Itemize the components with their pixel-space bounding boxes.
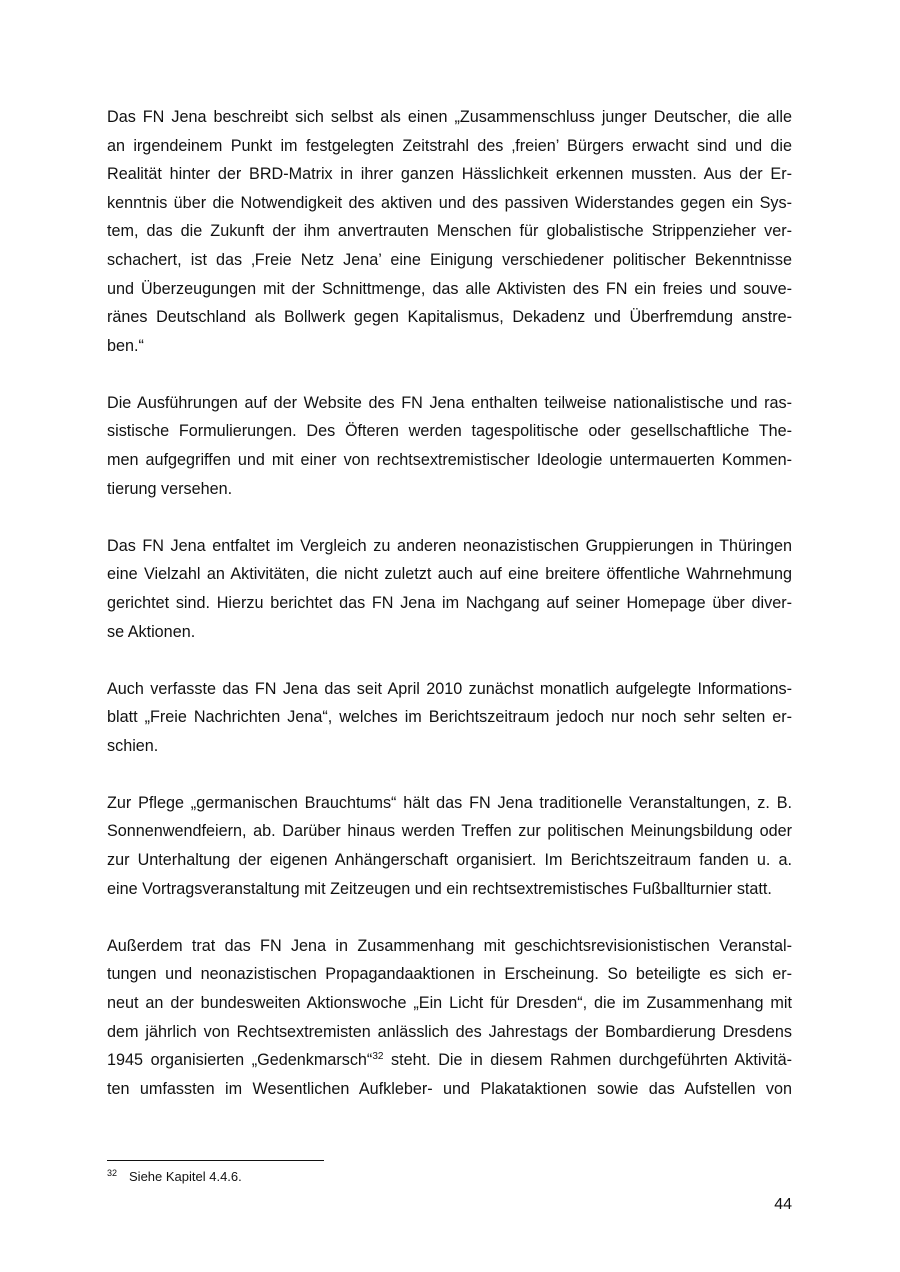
text-line: eine Vielzahl an Aktivitäten, die nicht zuletzt auch auf eine breitere öffentliche Wahrnehmung — [107, 565, 792, 584]
paragraph-6 — [107, 932, 792, 1104]
page-number: 44 — [774, 1196, 792, 1213]
paragraph-3 — [107, 532, 792, 646]
text-line: ten umfassten im Wesentlichen Aufkleber- und Plakataktionen sowie das Aufstellen von — [107, 1079, 792, 1098]
text-line: eine Vortragsveranstaltung mit Zeitzeugen und ein rechtsextremistisches Fußballturnier statt. — [107, 879, 772, 898]
footnote-number: 32 — [107, 1168, 118, 1178]
footnote-divider — [107, 1160, 324, 1161]
text-line: zur Unterhaltung der eigenen Anhängerschaft organisiert. Im Berichtszeitraum fanden u. a. — [107, 851, 792, 870]
text-segment: steht. Die in diesem Rahmen durchgeführten Aktivitä- — [383, 1051, 792, 1070]
text-line: Sonnenwendfeiern, ab. Darüber hinaus werden Treffen zur politischen Meinungsbildung oder — [107, 822, 792, 841]
text-line: schachert, ist das ‚Freie Netz Jena’ eine Einigung verschiedener politischer Bekenntnisse — [107, 250, 792, 269]
text-line: und Überzeugungen mit der Schnittmenge, das alle Aktivisten des FN ein freies und souve- — [107, 279, 792, 298]
text-line: blatt „Freie Nachrichten Jena“, welches im Berichtszeitraum jedoch nur noch sehr selten er- — [107, 708, 792, 727]
text-line: tem, das die Zukunft der ihm anvertrauten Menschen für globalistische Strippenzieher ver- — [107, 222, 792, 241]
paragraph-5 — [107, 789, 792, 903]
text-line: Das FN Jena beschreibt sich selbst als einen „Zusammenschluss junger Deutscher, die alle — [107, 108, 792, 126]
text-line: sistische Formulierungen. Des Öfteren werden tagespolitische oder gesellschaftliche The- — [107, 422, 792, 441]
text-line: Das FN Jena entfaltet im Vergleich zu anderen neonazistischen Gruppierungen in Thüringen — [107, 536, 792, 555]
text-line: ränes Deutschland als Bollwerk gegen Kapitalismus, Dekadenz und Überfremdung anstre- — [107, 308, 792, 327]
body-text — [107, 103, 792, 1132]
text-line: tungen und neonazistischen Propagandaaktionen in Erscheinung. So beteiligte es sich er- — [107, 965, 792, 984]
text-line: Außerdem trat das FN Jena in Zusammenhang mit geschichtsrevisionistischen Veranstal- — [107, 936, 792, 955]
paragraph-4 — [107, 675, 792, 761]
text-line: men aufgegriffen und mit einer von rechtsextremistischer Ideologie untermauerten Kommen- — [107, 451, 792, 470]
text-line: Zur Pflege „germanischen Brauchtums“ hält das FN Jena traditionelle Veranstaltungen, z. B. — [107, 793, 792, 812]
text-line-with-footnote-ref — [107, 1046, 792, 1075]
footnote-text: Siehe Kapitel 4.4.6. — [129, 1169, 242, 1184]
text-line: se Aktionen. — [107, 622, 196, 641]
footnote-reference[interactable]: 32 — [372, 1051, 384, 1063]
text-line: gerichtet sind. Hierzu berichtet das FN Jena im Nachgang auf seiner Homepage über diver- — [107, 593, 792, 612]
text-line: ben.“ — [107, 336, 144, 355]
text-line: Auch verfasste das FN Jena das seit April 2010 zunächst monatlich aufgelegte Informations- — [107, 679, 792, 698]
text-line: kenntnis über die Notwendigkeit des aktiven und des passiven Widerstandes gegen ein Sys- — [107, 193, 792, 212]
text-line: Realität hinter der BRD-Matrix in ihrer ganzen Hässlichkeit erkennen mussten. Aus der Er- — [107, 165, 792, 184]
footnote — [107, 1168, 242, 1186]
text-line: neut an der bundesweiten Aktionswoche „Ein Licht für Dresden“, die im Zusammenhang mit — [107, 993, 792, 1012]
text-line: an irgendeinem Punkt im festgelegten Zeitstrahl des ‚freien’ Bürgers erwacht sind und die — [107, 136, 792, 155]
text-line: dem jährlich von Rechtsextremisten anlässlich des Jahrestags der Bombardierung Dresdens — [107, 1022, 792, 1041]
paragraph-2 — [107, 389, 792, 503]
text-line: schien. — [107, 736, 159, 755]
text-segment: 1945 organisierten „Gedenkmarsch“ — [107, 1051, 373, 1070]
text-line: Die Ausführungen auf der Website des FN Jena enthalten teilweise nationalistische und ras- — [107, 393, 792, 412]
text-line: tierung versehen. — [107, 479, 233, 498]
paragraph-1 — [107, 103, 792, 360]
